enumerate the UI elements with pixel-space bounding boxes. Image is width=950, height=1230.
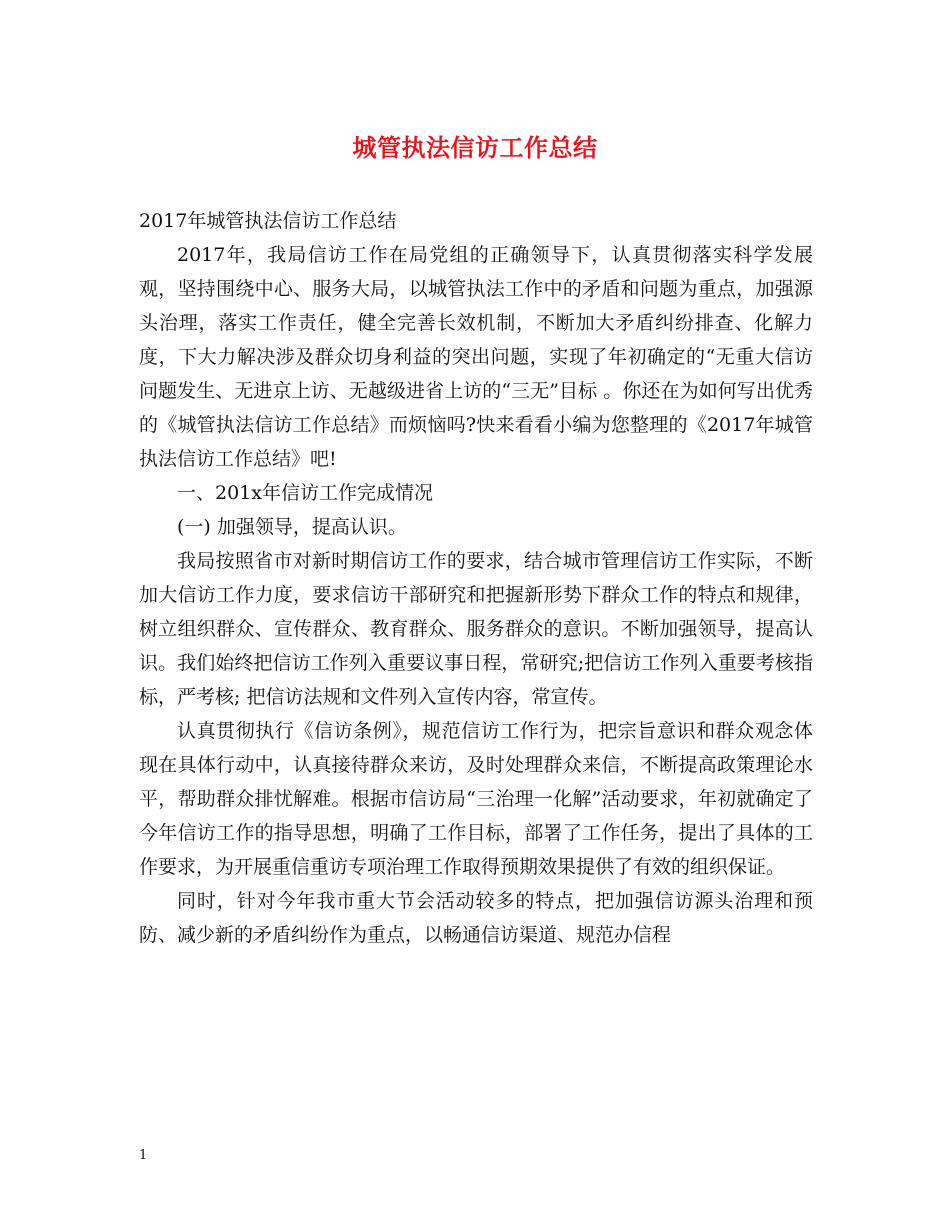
paragraph-leadership: 我局按照省市对新时期信访工作的要求，结合城市管理信访工作实际，不断加大信访工作力度，要求信访干部研究和把握新形势下群众工作的特点和规律，树立组织群众、宣传群众、教育群众、服务群众的意识。不断加强领导，提高认识。我们始终把信访工作列入重要议事日程，常研究;把信访工作列入重要考核指标，严考核; 把信访法规和文件列入宣传内容，常宣传。 <box>139 550 813 708</box>
page-number: 1 <box>139 1148 148 1163</box>
paragraph-meanwhile: 同时，针对今年我市重大节会活动较多的特点，把加强信访源头治理和预防、减少新的矛盾纠纷作为重点，以畅通信访渠道、规范办信程 <box>139 890 813 946</box>
subsection-heading-1: (一) 加强领导，提高认识。 <box>177 516 407 538</box>
section-heading-1: 一、201x年信访工作完成情况 <box>177 482 433 504</box>
document-title: 城管执法信访工作总结 <box>352 133 598 162</box>
paragraph-regulations: 认真贯彻执行《信访条例》，规范信访工作行为，把宗旨意识和群众观念体现在具体行动中，认真接待群众来访，及时处理群众来信，不断提高政策理论水平，帮助群众排忧解难。根据市信访局“三治理一化解”活动要求，年初就确定了今年信访工作的指导思想，明确了工作目标，部署了工作任务，提出了具体的工作要求，为开展重信重访专项治理工作取得预期效果提供了有效的组织保证。 <box>139 720 813 878</box>
paragraph-intro: 2017年，我局信访工作在局党组的正确领导下，认真贯彻落实科学发展观，坚持围绕中心、服务大局，以城管执法工作中的矛盾和问题为重点，加强源头治理，落实工作责任，健全完善长效机制，不断加大矛盾纠纷排查、化解力度，下大力解决涉及群众切身利益的突出问题，实现了年初确定的“无重大信访问题发生、无进京上访、无越级进省上访的“三无”目标 。你还在为如何写出优秀的《城管执法信访工作总结》而烦恼吗?快来看看小编为您整理的《2017年城管执法信访工作总结》吧! <box>139 244 813 470</box>
document-subtitle: 2017年城管执法信访工作总结 <box>139 210 397 232</box>
document-body <box>139 204 813 952</box>
